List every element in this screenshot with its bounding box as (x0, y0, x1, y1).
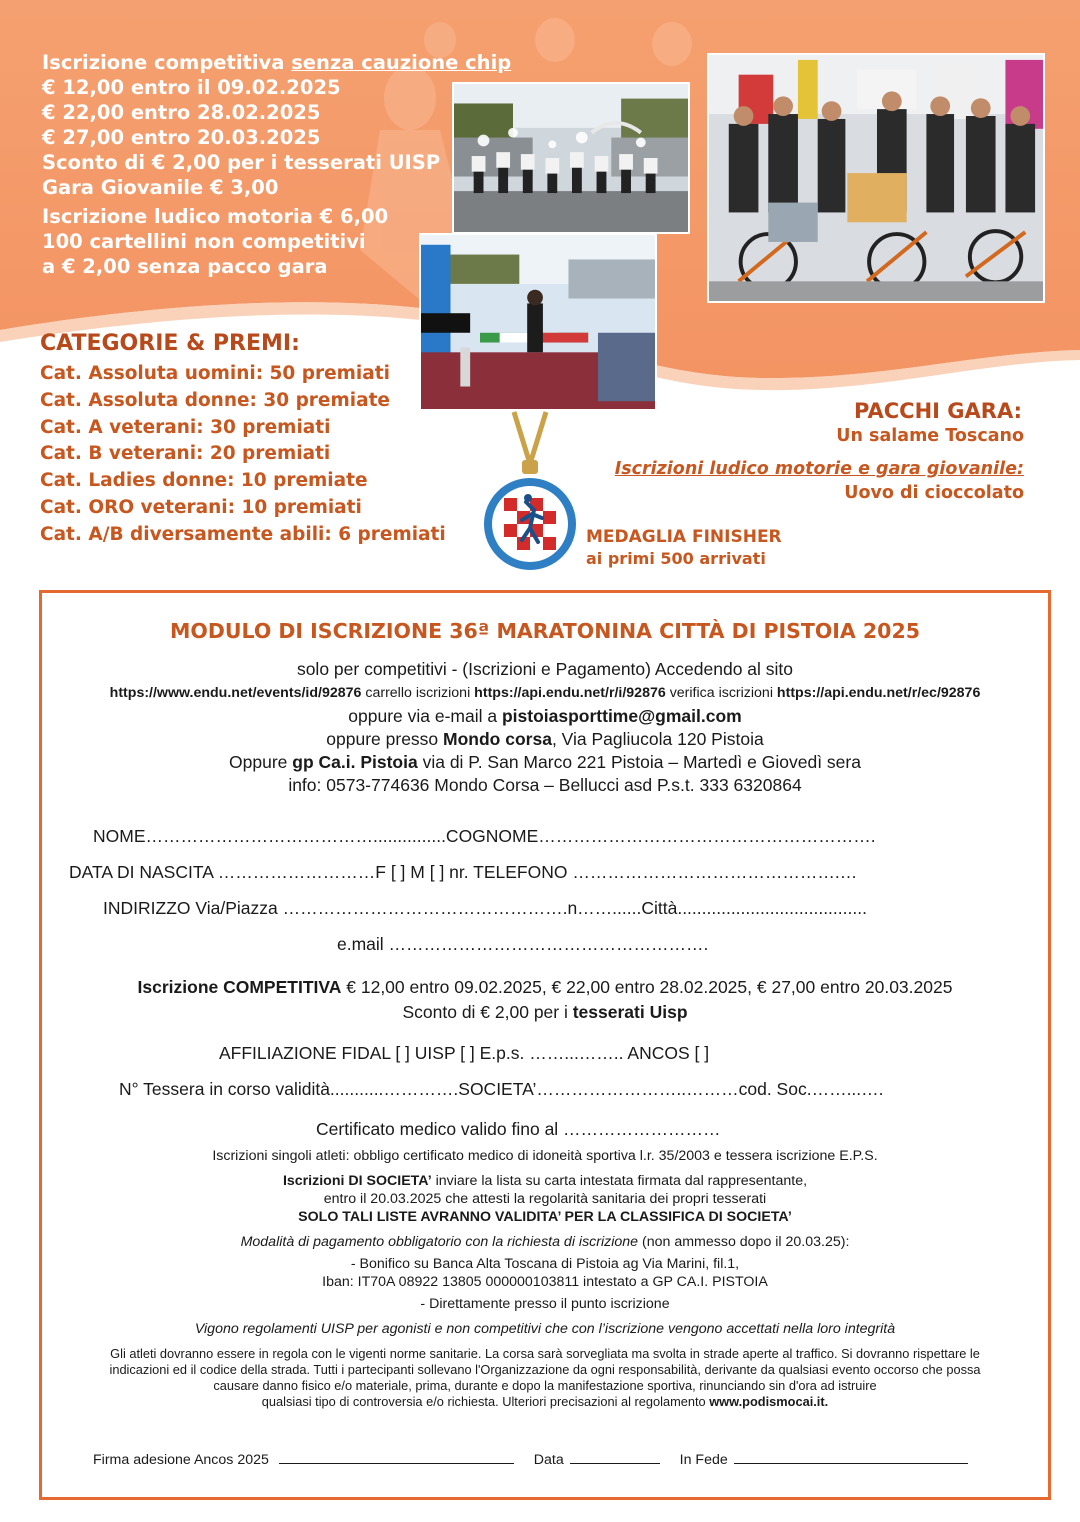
email-field[interactable]: e.mail ………………………………………………. (337, 934, 709, 954)
fee-line-2: € 12,00 entro il 09.02.2025 (42, 76, 341, 99)
category-item: Cat. Assoluta donne: 30 premiate (40, 389, 390, 411)
sconto-pre: Sconto di € 2,00 per i (402, 1002, 573, 1022)
endu-event-link[interactable]: https://www.endu.net/events/id/92876 (109, 685, 362, 701)
fee-line-4: € 27,00 entro 20.03.2025 (42, 126, 321, 149)
endu-verify-link[interactable]: https://api.endu.net/r/ec/92876 (776, 685, 981, 701)
gp-line (42, 752, 1048, 773)
legal-line-2: indicazioni ed il codice della strada. Tutti i partecipanti sollevano l'Organizzazione da ogni responsabilità, derivante da qualsiasi evento occorso che possa (109, 1362, 981, 1377)
societa-note (42, 1173, 1048, 1189)
data-line[interactable] (570, 1450, 660, 1464)
mondo-pre: oppure presso (326, 729, 444, 749)
diretto-line: - Direttamente presso il punto iscrizione (420, 1296, 670, 1312)
fede-line[interactable] (734, 1450, 968, 1464)
nome-cognome-field[interactable]: NOME…………………………………...............COGNOME…………………………………………………. (93, 826, 876, 846)
categorie-title: CATEGORIE & PREMI: (40, 331, 300, 356)
category-item: Cat. A veterani: 30 premiati (40, 416, 331, 438)
form-links (42, 685, 1048, 701)
mondo-post: , Via Pagliucola 120 Pistoia (551, 729, 764, 749)
form-intro: solo per competitivi - (Iscrizioni e Pagamento) Accedendo al sito (296, 659, 794, 679)
links-text-1: carrello iscrizioni (361, 685, 475, 701)
legal-line-1: Gli atleti dovranno essere in regola con le vigenti norme sanitarie. La corsa sarà sorvegliata ma svolta in strade aperte al traffico. Si dovranno rispettare le (110, 1346, 980, 1361)
podismocai-link[interactable]: www.podismocai.it. (709, 1394, 829, 1409)
legal-line-4-text: qualsiasi tipo di controversia e/o richiesta. Ulteriori precisazioni al regolamento (261, 1394, 710, 1409)
firma-line[interactable] (279, 1450, 514, 1464)
gp-pre: Oppure (229, 752, 293, 772)
form-title: MODULO DI ISCRIZIONE 36ª MARATONINA CITTÀ DI PISTOIA 2025 (170, 619, 920, 643)
pagamento-line (42, 1234, 1048, 1250)
fee-line-8: 100 cartellini non competitivi (42, 230, 366, 253)
categorie-list (40, 361, 446, 549)
fee-line-1b: senza cauzione chip (291, 51, 512, 74)
fee-line-5: Sconto di € 2,00 per i tesserati UISP (42, 151, 441, 174)
legal-line-3: causare danno fisico e/o materiale, prima, durante e dopo la manifestazione sportiva, rinunciando sin d'ora ad istruire (213, 1378, 877, 1393)
regolamenti-line: Vigono regolamenti UISP per agonisti e non competitivi che con l’iscrizione vengono accettati nella loro integrità (194, 1321, 896, 1337)
ludico-heading: Iscrizioni ludico motorie e gara giovanile: (614, 459, 1024, 479)
race-start-photo (452, 82, 690, 234)
sconto-line (42, 1002, 1048, 1023)
indirizzo-field[interactable]: INDIRIZZO Via/Piazza ………………………………………….n……......Città....................................... (103, 898, 867, 918)
category-item: Cat. A/B diversamente abili: 6 premiati (40, 523, 446, 545)
nascita-telefono-field[interactable]: DATA DI NASCITA ………………………F [ ] M [ ] nr. TELEFONO ……………………………………….… (69, 862, 858, 882)
legal-line-4 (42, 1394, 1048, 1411)
registration-form (39, 590, 1051, 1500)
singoli-note: Iscrizioni singoli atleti: obbligo certificato medico di idoneità sportiva l.r. 35/2003 e tessera iscrizione E.P.S. (212, 1148, 878, 1164)
gp-post: via di P. San Marco 221 Pistoia – Martedì e Giovedì sera (417, 752, 861, 772)
fee-line-3: € 22,00 entro 28.02.2025 (42, 101, 321, 124)
email-pre: oppure via e-mail a (348, 706, 502, 726)
societa-line2: entro il 20.03.2025 che attesti la regolarità sanitaria dei propri tesserati (323, 1191, 767, 1207)
category-item: Cat. Ladies donne: 10 premiate (40, 470, 368, 492)
iban-line: Iban: IT70A 08922 13805 000000103811 intestato a GP CA.I. PISTOIA (322, 1274, 768, 1290)
competitiva-line (42, 977, 1048, 998)
uovo-text: Uovo di cioccolato (844, 483, 1024, 503)
firma-label: Firma adesione Ancos 2025 (93, 1452, 269, 1468)
category-item: Cat. B veterani: 20 premiati (40, 443, 331, 465)
data-label: Data (533, 1452, 564, 1468)
societa-rest: inviare la lista su carta intestata firmata dal rappresentante, (431, 1173, 808, 1189)
category-item: Cat. Assoluta uomini: 50 premiati (40, 363, 390, 384)
bonifico-line: - Bonifico su Banca Alta Toscana di Pistoia ag Via Marini, fil.1, (350, 1256, 740, 1272)
category-item: Cat. ORO veterani: 10 premiati (40, 496, 362, 518)
competitiva-prices: € 12,00 entro 09.02.2025, € 22,00 entro 28.02.2025, € 27,00 entro 20.03.2025 (341, 977, 953, 997)
tessera-societa-field[interactable]: N° Tessera in corso validità...........………….SOCIETA’……………………..………cod. Soc.……...…. (119, 1079, 884, 1099)
medaglia-finisher-title: MEDAGLIA FINISHER (586, 527, 782, 547)
mondo-line (42, 729, 1048, 750)
sconto-tesserati: tesserati Uisp (572, 1002, 688, 1022)
finish-line-photo (419, 233, 657, 411)
fee-line-9: a € 2,00 senza pacco gara (42, 255, 328, 278)
email-address-link[interactable]: pistoiasporttime@gmail.com (501, 706, 742, 726)
signature-row (93, 1450, 968, 1468)
fee-line-1a: Iscrizione competitiva (42, 51, 285, 74)
affiliazione-field[interactable]: AFFILIAZIONE FIDAL [ ] UISP [ ] E.p.s. ……...…….. ANCOS [ ] (219, 1043, 710, 1063)
gp-cai: gp Ca.i. Pistoia (292, 752, 418, 772)
email-line (42, 706, 1048, 727)
medal-image (478, 410, 582, 578)
endu-cart-link[interactable]: https://api.endu.net/r/i/92876 (474, 685, 666, 701)
societa-label: Iscrizioni DI SOCIETA’ (282, 1173, 432, 1189)
mondo-corsa: Mondo corsa (443, 729, 552, 749)
group-photo (707, 53, 1045, 303)
medaglia-finisher-sub: ai primi 500 arrivati (586, 549, 766, 568)
fee-line-7: Iscrizione ludico motoria € 6,00 (42, 205, 389, 228)
fede-label: In Fede (679, 1452, 728, 1468)
certificato-field[interactable]: Certificato medico valido fino al ……………………… (316, 1119, 721, 1139)
pacchi-gara-title: PACCHI GARA: (854, 399, 1022, 423)
pagamento-rest: (non ammesso dopo il 20.03.25): (638, 1234, 850, 1250)
societa-line3: SOLO TALI LISTE AVRANNO VALIDITA’ PER LA CLASSIFICA DI SOCIETA’ (298, 1209, 792, 1225)
fee-line-6: Gara Giovanile € 3,00 (42, 176, 279, 199)
competitiva-label: Iscrizione COMPETITIVA (137, 977, 342, 997)
pacchi-gara-sub: Un salame Toscano (836, 426, 1024, 446)
links-text-2: verifica iscrizioni (665, 685, 777, 701)
pagamento-italic: Modalità di pagamento obbligatorio con la richiesta di iscrizione (240, 1234, 639, 1250)
info-line: info: 0573-774636 Mondo Corsa – Bellucci asd P.s.t. 333 6320864 (288, 775, 802, 795)
